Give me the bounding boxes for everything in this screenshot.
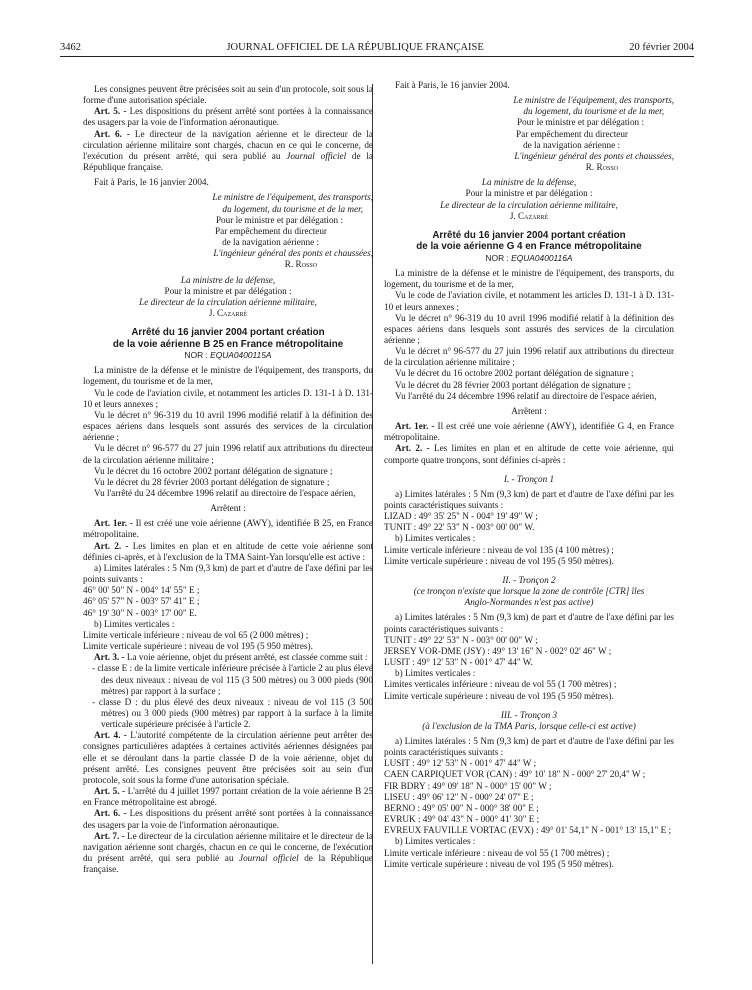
article-text: de la République française. <box>83 150 373 173</box>
visa: Vu l'arrêté du 24 décembre 1996 relatif au directoire de l'espace aérien, <box>94 488 356 498</box>
visa: Vu le décret n° 96-577 du 27 juin 1996 relatif aux attributions du directeur de la circulation aérienne militaire ; <box>83 443 373 465</box>
paragraph: b) Limites verticales : <box>395 668 476 679</box>
signatory-title: La ministre de la défense, <box>180 274 276 285</box>
point: BERNO : 49° 05' 00" N - 000° 38' 00" E ; <box>384 802 539 813</box>
section-note: (à l'exclusion de la TMA Paris, lorsque celle-ci est active) <box>422 720 636 731</box>
visa: Vu le décret du 28 février 2003 portant délégation de signature ; <box>94 476 330 487</box>
article-label: Art. 5. - <box>94 786 126 797</box>
point: TUNIT : 49° 22' 53" N - 003° 00' 00" W ; <box>384 634 538 645</box>
article-label: Art. 1er. - <box>94 518 133 529</box>
signatory-title: Le directeur de la circulation aérienne militaire, <box>440 199 618 210</box>
journal-ref: Journal officiel <box>239 853 299 863</box>
delegation-line: Pour la ministre et par délégation : <box>465 188 593 199</box>
journal-ref: Journal officiel <box>286 150 347 161</box>
arretent: Arrêtent : <box>511 405 547 416</box>
section-note: (ce tronçon n'existe que lorsque la zone de contrôle [CTR] îles Anglo-Normandes n'est pas active) <box>413 586 645 608</box>
signature-block <box>384 95 674 173</box>
point: LUSIT : 49° 12' 53" N - 001° 47' 44" W ; <box>384 758 537 769</box>
visa: Vu le décret du 28 février 2003 portant délégation de signature ; <box>395 379 631 390</box>
paragraph: a) Limites latérales : 5 Nm (9,3 km) de part et d'autre de l'axe défini par les points caractéristiques suivants : <box>384 612 674 634</box>
point: EVRUK : 49° 04' 43" N - 000° 41' 30" E ; <box>384 814 540 825</box>
section-heading: I. - Tronçon 1 <box>503 473 555 484</box>
issue-date: 20 février 2004 <box>629 42 694 53</box>
article-text: Les dispositions du présent arrêté sont portées à la connaissance des usagers par la voie de l'information aéronautique. <box>83 808 373 830</box>
article <box>83 106 373 128</box>
journal-title: JOURNAL OFFICIEL DE LA RÉPUBLIQUE FRANÇAISE <box>226 42 484 53</box>
section-heading: III. - Tronçon 3 <box>500 709 558 720</box>
signatory-title: L'ingénieur général des ponts et chaussées, <box>514 150 674 161</box>
point: JERSEY VOR-DME (JSY) : 49° 13' 16" N - 002° 02' 46" W ; <box>384 645 612 656</box>
visa: Vu le décret du 16 octobre 2002 portant délégation de signature ; <box>94 465 333 476</box>
article-label: Art. 5. - <box>94 106 127 117</box>
limit-line: Limites verticales inférieure : niveau de vol 55 (1 700 mètres) ; <box>384 679 617 690</box>
limit-line: Limite verticale supérieure : niveau de vol 195 (5 950 mètres). <box>384 690 614 701</box>
signatory-title: Le ministre de l'équipement, des transports, <box>513 95 674 106</box>
delegation-line: Par empêchement du directeur <box>516 128 628 139</box>
paragraph: La ministre de la défense et le ministre de l'équipement, des transports, du logement, du tourisme et de la mer, <box>83 365 373 387</box>
signature-block <box>83 192 373 270</box>
point: TUNIT : 49° 22' 53" N - 003° 00' 00" W. <box>384 522 535 533</box>
delegation-line: Par empêchement du directeur <box>215 225 327 236</box>
signatory-name: R. Rosso <box>284 259 317 270</box>
article-text: Les limites en plan et en altitude de cette voie aérienne sont définies ci-après, et à l'exclusion de la TMA Saint-Yan lorsqu'elle est active : <box>83 540 373 562</box>
visa: Vu le décret du 16 octobre 2002 portant délégation de signature ; <box>395 368 634 379</box>
section-heading: II. - Tronçon 2 <box>502 574 556 585</box>
visa: Vu le code de l'aviation civile, et notamment les articles D. 131-1 à D. 131-10 et leurs annexes ; <box>83 387 373 409</box>
signatory-name: R. Rosso <box>585 162 618 173</box>
list-item: - classe D : du plus élevé des deux niveaux : niveau de vol 115 (3 500 mètres) ou 3 000 pieds (900 mètres) par rapport à la surface à la limite verticale supérieure précisée à l'article 2. <box>92 696 373 730</box>
signature-block <box>83 275 373 320</box>
point: LIZAD : 49° 35' 25" N - 004° 19' 49" W ; <box>384 511 538 522</box>
delegation-line: Pour le ministre et par délégation : <box>215 214 343 225</box>
signatory-title: La ministre de la défense, <box>481 177 577 188</box>
signatory-title: L'ingénieur général des ponts et chaussées, <box>213 248 373 259</box>
article-text: de la République française. <box>83 853 373 875</box>
article-text: Il est créé une voie aérienne (AWY), identifiée G 4, en France métropolitaine. <box>384 421 674 443</box>
point: CAEN CARPIQUET VOR (CAN) : 49° 10' 18" N - 000° 27' 20,4" W ; <box>384 769 646 780</box>
paragraph: La ministre de la défense et le ministre de l'équipement, des transports, du logement, du tourisme et de la mer, <box>384 268 674 290</box>
article-text: Il est créé une voie aérienne (AWY), identifiée B 25, en France métropolitaine. <box>83 518 373 540</box>
article <box>83 129 373 174</box>
article <box>83 652 373 663</box>
article-text: L'arrêté du 4 juillet 1997 portant création de la voie aérienne B 25 en France métropolitaine est abrogé. <box>83 786 373 808</box>
left-column <box>83 84 373 875</box>
article-label: Art. 2. - <box>94 540 129 551</box>
delegation-line: de la navigation aérienne : <box>523 139 620 150</box>
article-label: Art. 6. - <box>94 128 130 139</box>
article <box>83 808 373 830</box>
visa: Vu le décret n° 96-319 du 10 avril 1996 modifié relatif à la définition des espaces aériens dans lesquels sont assurés des services de la circulation aérienne ; <box>83 409 373 443</box>
right-column <box>384 80 674 870</box>
date-line: Fait à Paris, le 16 janvier 2004. <box>94 177 209 188</box>
page-number: 3462 <box>60 42 81 53</box>
article-label: Art. 1er. - <box>395 421 435 432</box>
article-text: Le directeur de la circulation aérienne militaire et le directeur de la navigation aérienne sont chargés, chacun en ce qui le concerne, de l'exécution du présent arrêté, qui sera publié au <box>83 830 373 863</box>
delegation-line: Pour le ministre et par délégation : <box>516 117 644 128</box>
article-label: Art. 6. - <box>94 808 127 819</box>
signatory-title: Le ministre de l'équipement, des transports, <box>212 192 373 203</box>
delegation-line: de la navigation aérienne : <box>222 237 319 248</box>
article-text: Les dispositions du présent arrêté sont portées à la connaissance des usagers par la voie de l'information aéronautique. <box>83 106 373 128</box>
signatory-name: J. Cazarré <box>509 210 549 221</box>
point: EVREUX FAUVILLE VORTAC (EVX) : 49° 01' 54,1" N - 001° 13' 15,1" E ; <box>384 825 672 836</box>
article <box>384 421 674 443</box>
article <box>83 831 373 876</box>
limit-line: Limite verticale inférieure : niveau de vol 135 (4 100 mètres) ; <box>384 544 614 555</box>
paragraph: b) Limites verticales : <box>395 836 476 847</box>
page-header <box>60 42 694 56</box>
article <box>83 541 373 563</box>
article <box>83 518 373 540</box>
limit-line: Limite verticale supérieure : niveau de vol 195 (5 950 mètres). <box>384 555 614 566</box>
nor-code: NOR : EQUA0400116A <box>485 252 573 263</box>
visa: Vu le décret n° 96-577 du 27 juin 1996 relatif aux attributions du directeur de la circulation aérienne militaire ; <box>384 346 674 368</box>
paragraph: a) Limites latérales : 5 Nm (9,3 km) de part et d'autre de l'axe défini par les points suivants : <box>83 562 373 585</box>
paragraph: b) Limites verticales : <box>395 533 476 544</box>
paragraph: a) Limites latérales : 5 Nm (9,3 km) de part et d'autre de l'axe défini par les points caractéristiques suivants : <box>384 488 674 510</box>
point: 46° 19' 30" N - 003° 17' 00" E. <box>83 607 197 618</box>
article-label: Art. 3. - <box>94 652 125 663</box>
header-rule <box>60 56 694 57</box>
signature-block <box>384 177 674 222</box>
visa: Vu le décret n° 96-319 du 10 avril 1996 modifié relatif à la définition des espaces aériens dans lesquels sont assurés des services de la circulation aérienne ; <box>384 312 674 345</box>
decree-title: Arrêté du 16 janvier 2004 portant création de la voie aérienne G 4 en France métropolitaine <box>416 229 642 253</box>
signatory-title: du logement, du tourisme et de la mer, <box>523 106 664 117</box>
signatory-name: J. Cazarré <box>208 307 248 318</box>
article-text: Les limites en plan et en altitude de cette voie aérienne, qui comporte quatre tronçons, sont définies ci-après : <box>384 443 674 465</box>
list-item: - classe E : de la limite verticale inférieure précisée à l'article 2 au plus élevé des deux niveaux : niveau de vol 115 (3 500 mètres) ou 3 000 pieds (900 mètres) par rapport à la surface ; <box>92 663 373 696</box>
signatory-title: du logement, du tourisme et de la mer, <box>222 203 363 214</box>
date-line: Fait à Paris, le 16 janvier 2004. <box>395 80 510 90</box>
article-label: Art. 7. - <box>94 830 125 841</box>
article <box>384 443 674 465</box>
limit-line: Limite verticale supérieure : niveau de vol 195 (5 950 mètres). <box>83 641 313 652</box>
article-text: Le directeur de la navigation aérienne et le directeur de la circulation aérienne militaire sont chargés, chacun en ce qui le concerne, de l'exécution du présent arrêté, qui sera publié au <box>83 128 373 161</box>
delegation-line: Pour la ministre et par délégation : <box>164 285 292 296</box>
point: 46° 05' 57" N - 003° 57' 41" E ; <box>83 596 200 607</box>
point: LUSIT : 49° 12' 53" N - 001° 47' 44" W. <box>384 657 533 668</box>
article-label: Art. 4. - <box>94 730 127 741</box>
paragraph: a) Limites latérales : 5 Nm (9,3 km) de part et d'autre de l'axe défini par les points caractéristiques suivants : <box>384 735 674 758</box>
visa: Vu l'arrêté du 24 décembre 1996 relatif au directoire de l'espace aérien, <box>395 390 657 401</box>
decree-title: Arrêté du 16 janvier 2004 portant création de la voie aérienne B 25 en France métropolitaine <box>112 327 344 350</box>
point: FIR BDRY : 49° 09' 18" N - 000° 15' 00" W ; <box>384 780 552 791</box>
nor-code: NOR : EQUA0400115A <box>184 350 272 361</box>
visa: Vu le code de l'aviation civile, et notamment les articles D. 131-1 à D. 131-10 et leurs annexes ; <box>384 290 674 312</box>
paragraph: b) Limites verticales : <box>94 618 175 629</box>
article-text: L'autorité compétente de la circulation aérienne peut arrêter des consignes particulières adaptées à certaines activités aériennes désignées par elle et se déroulant dans la partie classée D de la voie aérienne, objet du présent arrêté. Les consignes peuvent être précisées soit au sein d'un protocole, soit sous la forme d'une autorisation spéciale. <box>83 730 373 785</box>
arretent: Arrêtent : <box>210 503 246 514</box>
signatory-title: Le directeur de la circulation aérienne militaire, <box>139 296 317 307</box>
point: 46° 00' 50" N - 004° 14' 55" E ; <box>83 585 200 596</box>
paragraph: Les consignes peuvent être précisées soit au sein d'un protocole, soit sous la forme d'une autorisation spéciale. <box>83 84 373 106</box>
article <box>83 786 373 808</box>
article-label: Art. 2. - <box>395 443 430 454</box>
article <box>83 730 373 786</box>
article-text: La voie aérienne, objet du présent arrêté, est classée comme suit : <box>124 652 368 663</box>
limit-line: Limite verticale supérieure : niveau de vol 195 (5 950 mètres). <box>384 858 614 869</box>
limit-line: Limite verticale inférieure : niveau de vol 65 (2 000 mètres) ; <box>83 629 309 640</box>
limit-line: Limite verticale inférieure : niveau de vol 55 (1 700 mètres) ; <box>384 847 610 858</box>
point: LISEU : 49° 06' 12" N - 000° 24' 07" E ; <box>384 791 534 802</box>
